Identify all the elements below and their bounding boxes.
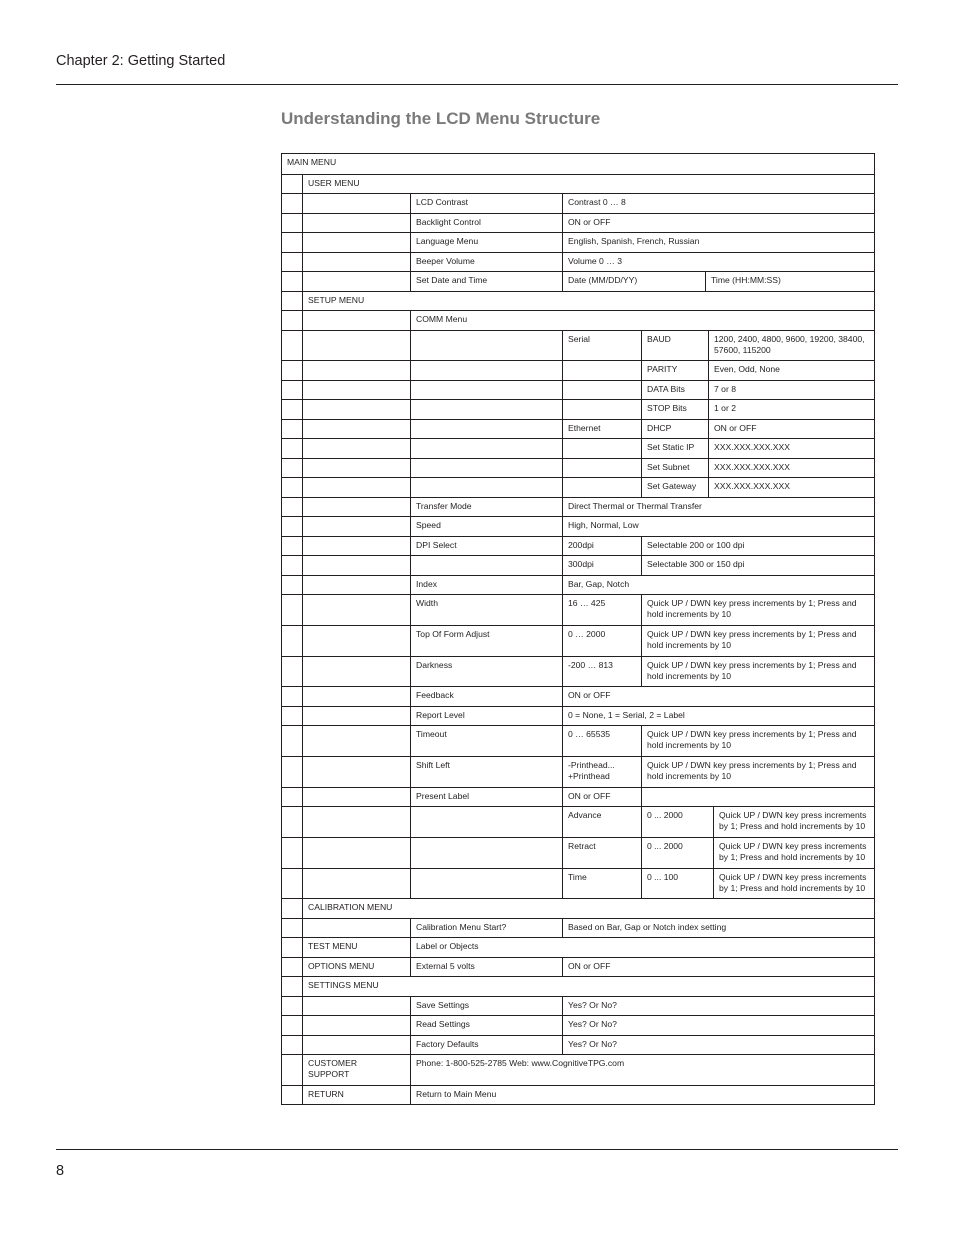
table-row [282,806,874,837]
indent [282,1036,302,1054]
indent [282,272,302,291]
item-name: Set Date and Time [410,272,562,291]
test-menu-label: TEST MENU [302,938,410,957]
blank [410,556,562,575]
item-value: ON or OFF [562,788,641,806]
table-row [282,174,874,193]
table-row [282,868,874,898]
blank [302,400,410,419]
blank [302,807,410,837]
item-name: Backlight Control [410,214,562,232]
indent [282,899,302,918]
table-row [282,310,874,330]
ethernet-label: Ethernet [562,420,641,438]
item-name: Set Gateway [641,478,708,497]
item-name: Top Of Form Adjust [410,626,562,656]
table-row [282,497,874,516]
item-value: 200dpi [562,537,641,555]
indent [282,420,302,438]
indent [282,292,302,310]
blank [562,459,641,477]
blank [410,459,562,477]
table-row [282,458,874,477]
indent [282,361,302,380]
calibration-menu-label: CALIBRATION MENU [302,899,875,918]
item-desc: Quick UP / DWN key press increments by 1; Press and hold increments by 10 [641,626,875,656]
item-value: ON or OFF [562,214,875,232]
indent [282,657,302,686]
indent [282,958,302,976]
table-row [282,477,874,497]
item-desc: Selectable 300 or 150 dpi [641,556,875,575]
table-row [282,918,874,937]
table-row [282,996,874,1015]
blank [562,439,641,458]
table-row [282,154,874,174]
item-value: Phone: 1-800-525-2785 Web: www.CognitiveTPG.com [410,1055,875,1085]
item-name: Factory Defaults [410,1036,562,1054]
item-name: Set Static IP [641,439,708,458]
item-name: Calibration Menu Start? [410,919,562,937]
item-name: BAUD [641,331,708,360]
indent [282,478,302,497]
table-row [282,656,874,686]
item-name: Time [562,869,641,898]
item-value: Even, Odd, None [708,361,875,380]
blank [302,919,410,937]
indent [282,233,302,252]
table-row [282,575,874,594]
item-name: Index [410,576,562,594]
table-row [282,837,874,868]
item-desc: Quick UP / DWN key press increments by 1; Press and hold increments by 10 [713,807,875,837]
blank [410,420,562,438]
indent [282,807,302,837]
table-row [282,380,874,399]
blank [410,381,562,399]
item-name: Set Subnet [641,459,708,477]
chapter-header: Chapter 2: Getting Started [56,53,226,69]
item-name: LCD Contrast [410,194,562,213]
blank [302,517,410,536]
item-range: -Printhead... +Printhead [562,757,641,787]
table-row [282,1035,874,1054]
item-name: Transfer Mode [410,498,562,516]
blank [302,459,410,477]
item-value: 0 = None, 1 = Serial, 2 = Label [562,707,875,725]
blank [302,194,410,213]
table-row [282,360,874,380]
item-range: 0 … 2000 [562,626,641,656]
item-range: 0 … 65535 [562,726,641,756]
blank [410,869,562,898]
item-value: Bar, Gap, Notch [562,576,875,594]
item-name: Present Label [410,788,562,806]
table-row [282,1054,874,1085]
indent [282,997,302,1015]
comm-menu-label: COMM Menu [410,311,875,330]
indent [282,331,302,360]
table-row [282,957,874,976]
indent [282,1016,302,1035]
item-value: Yes? Or No? [562,1036,875,1054]
item-range: 16 … 425 [562,595,641,625]
item-name: Retract [562,838,641,868]
item-value: 300dpi [562,556,641,575]
blank [302,498,410,516]
indent [282,938,302,957]
blank [302,687,410,706]
blank [302,838,410,868]
indent [282,576,302,594]
blank [562,478,641,497]
indent [282,726,302,756]
blank [410,400,562,419]
blank [302,537,410,555]
item-name: Report Level [410,707,562,725]
table-row [282,1085,874,1104]
blank [410,838,562,868]
item-desc: Quick UP / DWN key press increments by 1; Press and hold increments by 10 [641,757,875,787]
indent [282,214,302,232]
item-desc: Quick UP / DWN key press increments by 1; Press and hold increments by 10 [713,838,875,868]
blank [302,1016,410,1035]
blank [302,272,410,291]
table-row [282,291,874,310]
indent [282,311,302,330]
item-value: High, Normal, Low [562,517,875,536]
indent [282,517,302,536]
indent [282,707,302,725]
blank [410,331,562,360]
item-value: Yes? Or No? [562,997,875,1015]
settings-menu-label: SETTINGS MENU [302,977,875,996]
setup-menu-label: SETUP MENU [302,292,875,310]
item-value: 1200, 2400, 4800, 9600, 19200, 38400, 57600, 115200 [708,331,875,360]
blank [302,420,410,438]
item-value: Direct Thermal or Thermal Transfer [562,498,875,516]
item-range: -200 … 813 [562,657,641,686]
footer-rule [56,1149,898,1150]
table-row [282,686,874,706]
blank [410,361,562,380]
blank [302,788,410,806]
item-value: Based on Bar, Gap or Notch index setting [562,919,875,937]
table-row [282,399,874,419]
item-value: 1 or 2 [708,400,875,419]
customer-support-label: CUSTOMER SUPPORT [302,1055,410,1085]
item-desc: Quick UP / DWN key press increments by 1; Press and hold increments by 10 [641,595,875,625]
table-row [282,516,874,536]
indent [282,788,302,806]
indent [282,381,302,399]
indent [282,253,302,271]
item-value: ON or OFF [562,958,875,976]
item-value: Date (MM/DD/YY) [562,272,705,291]
options-menu-label: OPTIONS MENU [302,958,410,976]
blank [302,556,410,575]
indent [282,400,302,419]
page-number: 8 [56,1163,65,1179]
item-name: STOP Bits [641,400,708,419]
item-desc: Selectable 200 or 100 dpi [641,537,875,555]
table-row [282,756,874,787]
return-label: RETURN [302,1086,410,1104]
blank [302,576,410,594]
blank [562,361,641,380]
table-row [282,555,874,575]
item-value: ON or OFF [562,687,875,706]
item-value: ON or OFF [708,420,875,438]
item-name: Feedback [410,687,562,706]
table-row [282,252,874,271]
table-row [282,725,874,756]
item-desc: Quick UP / DWN key press increments by 1; Press and hold increments by 10 [641,726,875,756]
table-row [282,232,874,252]
indent [282,175,302,193]
indent [282,919,302,937]
blank [302,478,410,497]
item-value: Yes? Or No? [562,1016,875,1035]
item-name: External 5 volts [410,958,562,976]
item-name: Speed [410,517,562,536]
blank [302,869,410,898]
item-name: Read Settings [410,1016,562,1035]
item-name: Advance [562,807,641,837]
blank [302,214,410,232]
indent [282,626,302,656]
indent [282,459,302,477]
item-range: 0 ... 100 [641,869,713,898]
indent [282,556,302,575]
blank [302,361,410,380]
table-row [282,271,874,291]
blank [562,381,641,399]
menu-structure-table [281,153,875,1105]
indent [282,838,302,868]
table-row [282,976,874,996]
item-name: Beeper Volume [410,253,562,271]
item-name: Width [410,595,562,625]
section-title: Understanding the LCD Menu Structure [281,109,601,128]
indent [282,439,302,458]
indent [282,498,302,516]
table-row [282,1015,874,1035]
table-row [282,536,874,555]
table-row [282,330,874,360]
blank [410,807,562,837]
blank [302,253,410,271]
item-value: XXX.XXX.XXX.XXX [708,459,875,477]
indent [282,1055,302,1085]
item-name: Save Settings [410,997,562,1015]
item-value: Time (HH:MM:SS) [705,272,875,291]
indent [282,595,302,625]
item-value: Return to Main Menu [410,1086,875,1104]
item-value: Label or Objects [410,938,875,957]
table-row [282,213,874,232]
table-row [282,625,874,656]
blank [641,788,875,806]
item-value: English, Spanish, French, Russian [562,233,875,252]
blank [302,595,410,625]
indent [282,194,302,213]
header-rule [56,84,898,85]
blank [302,757,410,787]
indent [282,687,302,706]
blank [302,439,410,458]
blank [302,997,410,1015]
blank [302,233,410,252]
indent [282,757,302,787]
indent [282,977,302,996]
item-name: DPI Select [410,537,562,555]
indent [282,869,302,898]
blank [302,626,410,656]
indent [282,1086,302,1104]
item-desc: Quick UP / DWN key press increments by 1; Press and hold increments by 10 [713,869,875,898]
item-name: Shift Left [410,757,562,787]
item-name: Timeout [410,726,562,756]
item-name: Language Menu [410,233,562,252]
table-row [282,419,874,438]
blank [302,657,410,686]
item-range: 0 ... 2000 [641,838,713,868]
indent [282,537,302,555]
blank [562,400,641,419]
blank [302,311,410,330]
main-menu-label: MAIN MENU [287,157,337,167]
blank [302,331,410,360]
item-name: DHCP [641,420,708,438]
table-row [282,438,874,458]
table-row [282,594,874,625]
item-value: Contrast 0 … 8 [562,194,875,213]
blank [302,381,410,399]
blank [410,478,562,497]
item-value: 7 or 8 [708,381,875,399]
table-row [282,193,874,213]
table-row [282,937,874,957]
blank [302,726,410,756]
item-value: XXX.XXX.XXX.XXX [708,478,875,497]
item-name: PARITY [641,361,708,380]
item-range: 0 ... 2000 [641,807,713,837]
serial-label: Serial [562,331,641,360]
user-menu-label: USER MENU [302,175,875,193]
item-name: Darkness [410,657,562,686]
table-row [282,787,874,806]
item-name: DATA Bits [641,381,708,399]
table-row [282,706,874,725]
blank [302,707,410,725]
table-row [282,898,874,918]
blank [410,439,562,458]
item-desc: Quick UP / DWN key press increments by 1; Press and hold increments by 10 [641,657,875,686]
blank [302,1036,410,1054]
item-value: Volume 0 … 3 [562,253,875,271]
item-value: XXX.XXX.XXX.XXX [708,439,875,458]
